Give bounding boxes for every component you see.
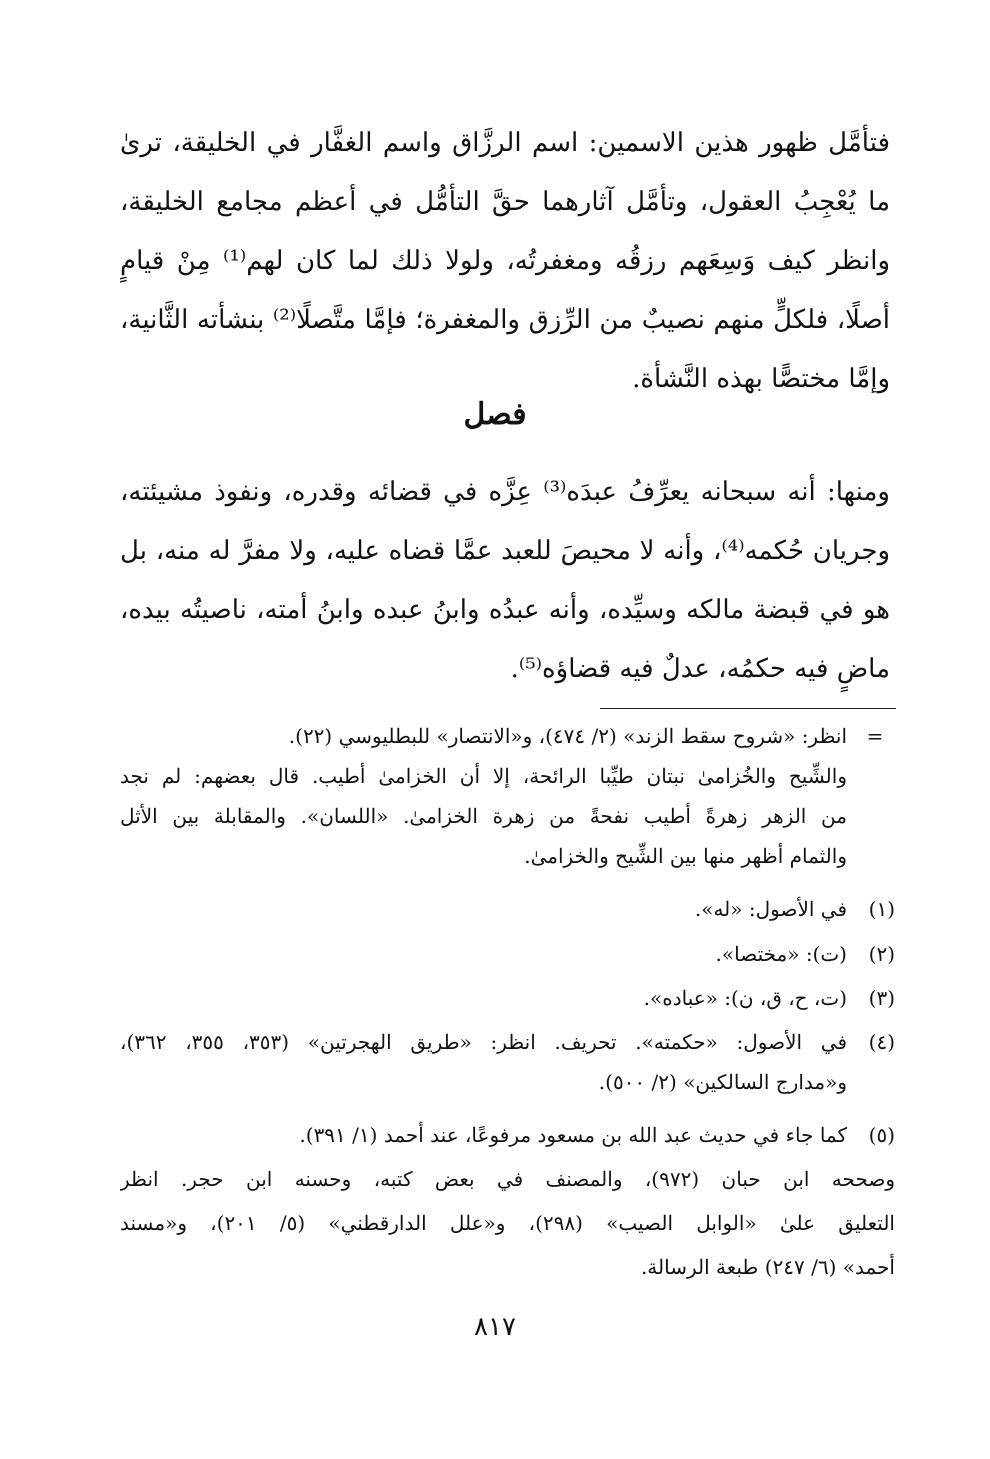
text-line: ماضٍ فيه حكمُه، عدلٌ فيه قضاؤه⁽⁵⁾. — [510, 654, 890, 684]
text-line: ما يُعْجِبُ العقول، وتأمَّل آثارهما حقَّ التأمُّل في أعظم مجامع الخليقة، — [120, 187, 890, 217]
text-line: ومنها: أنه سبحانه يعرِّفُ عبدَه⁽³⁾ عِزَّه في قضائه وقدره، ونفوذ مشيئته، — [120, 477, 890, 507]
footnote-text: التعليق علىٰ «الوابل الصيب» (٢٩٨)، و«علل الدارقطني» (٥/ ٢٠١)، و«مسند — [120, 1211, 895, 1235]
footnote-text: (ت، ح، ق، ن): «عباده». — [643, 986, 847, 1010]
text-line: فتأمَّل ظهور هذين الاسمين: اسم الرزَّاق واسم الغفَّار في الخليقة، ترىٰ — [120, 128, 890, 158]
continuation-marker: = — [866, 724, 884, 748]
footnote-text: في الأصول: «له». — [694, 897, 847, 921]
footnote-text: من الزهر زهرةً أطيب نفحةً من زهرة الخزامىٰ. «اللسان». والمقابلة بين الأثل — [120, 804, 847, 828]
footnote-continuation — [120, 836, 895, 876]
footnote-text: والثمام أظهر منها بين الشِّيح والخزامىٰ. — [524, 844, 847, 868]
footnote-5-cont — [120, 1247, 895, 1287]
footnote-number: (٤) — [868, 1030, 895, 1054]
footnote-5-cont — [120, 1203, 895, 1243]
footnote-2 — [120, 934, 895, 974]
footnote-continuation — [120, 796, 895, 836]
footnote-4 — [120, 1022, 895, 1062]
footnote-text: أحمد» (٦/ ٢٤٧) طبعة الرسالة. — [640, 1255, 895, 1279]
footnotes — [120, 716, 895, 1296]
footnote-text: و«مدارج السالكين» (٢/ ٥٠٠). — [598, 1070, 847, 1094]
text-line: وانظر كيف وَسِعَهم رزقُه ومغفرتُه، ولولا ذلك لما كان لهم⁽¹⁾ مِنْ قيامٍ — [120, 246, 890, 276]
footnote-number: (٢) — [868, 942, 895, 966]
footnote-4-cont — [120, 1062, 895, 1102]
footnote-number: (١) — [868, 897, 895, 921]
text-line: وجريان حُكمه⁽⁴⁾، وأنه لا محيصَ للعبد عمَّا قضاه عليه، ولا مفرَّ له منه، بل — [120, 536, 890, 566]
footnote-text: انظر: «شروح سقط الزند» (٢/ ٤٧٤)، و«الانتصار» للبطليوسي (٢٢). — [288, 724, 847, 748]
footnote-text: في الأصول: «حكمته». تحريف. انظر: «طريق الهجرتين» (٣٥٣، ٣٥٥، ٣٦٢)، — [120, 1030, 848, 1054]
page-number: ٨١٧ — [474, 1312, 516, 1342]
footnote-continuation — [120, 756, 895, 796]
footnote-text: كما جاء في حديث عبد الله بن مسعود مرفوعًا، عند أحمد (١/ ٣٩١). — [299, 1123, 847, 1147]
text-line: وإمَّا مختصًّا بهذه النَّشأة. — [632, 364, 890, 394]
footnote-1 — [120, 889, 895, 929]
footnote-separator — [600, 708, 896, 709]
text-line: هو في قبضة مالكه وسيِّده، وأنه عبدُه وابنُ عبده وابنُ أمته، ناصيتُه بيده، — [120, 595, 890, 625]
footnote-text: (ت): «مختصا». — [715, 942, 847, 966]
footnote-5-cont — [120, 1159, 895, 1199]
text-line: أصلًا، فلكلٍّ منهم نصيبٌ من الرِّزق والمغفرة؛ فإمَّا متَّصلًا⁽²⁾ بنشأته الثَّانية، — [120, 305, 890, 335]
footnote-number: (٥) — [868, 1123, 895, 1147]
footnote-3 — [120, 978, 895, 1018]
footnote-5 — [120, 1115, 895, 1155]
footnote-number: (٣) — [868, 986, 895, 1010]
footnote-continuation — [120, 716, 895, 756]
footnote-text: والشِّيح والخُزامىٰ نبتان طيِّبا الرائحة، إلا أن الخزامىٰ أطيب. قال بعضهم: لم نجد — [120, 764, 847, 788]
section-heading: فصل — [463, 397, 527, 432]
footnote-text: وصححه ابن حبان (٩٧٢)، والمصنف في بعض كتبه، وحسنه ابن حجر. انظر — [120, 1167, 895, 1191]
